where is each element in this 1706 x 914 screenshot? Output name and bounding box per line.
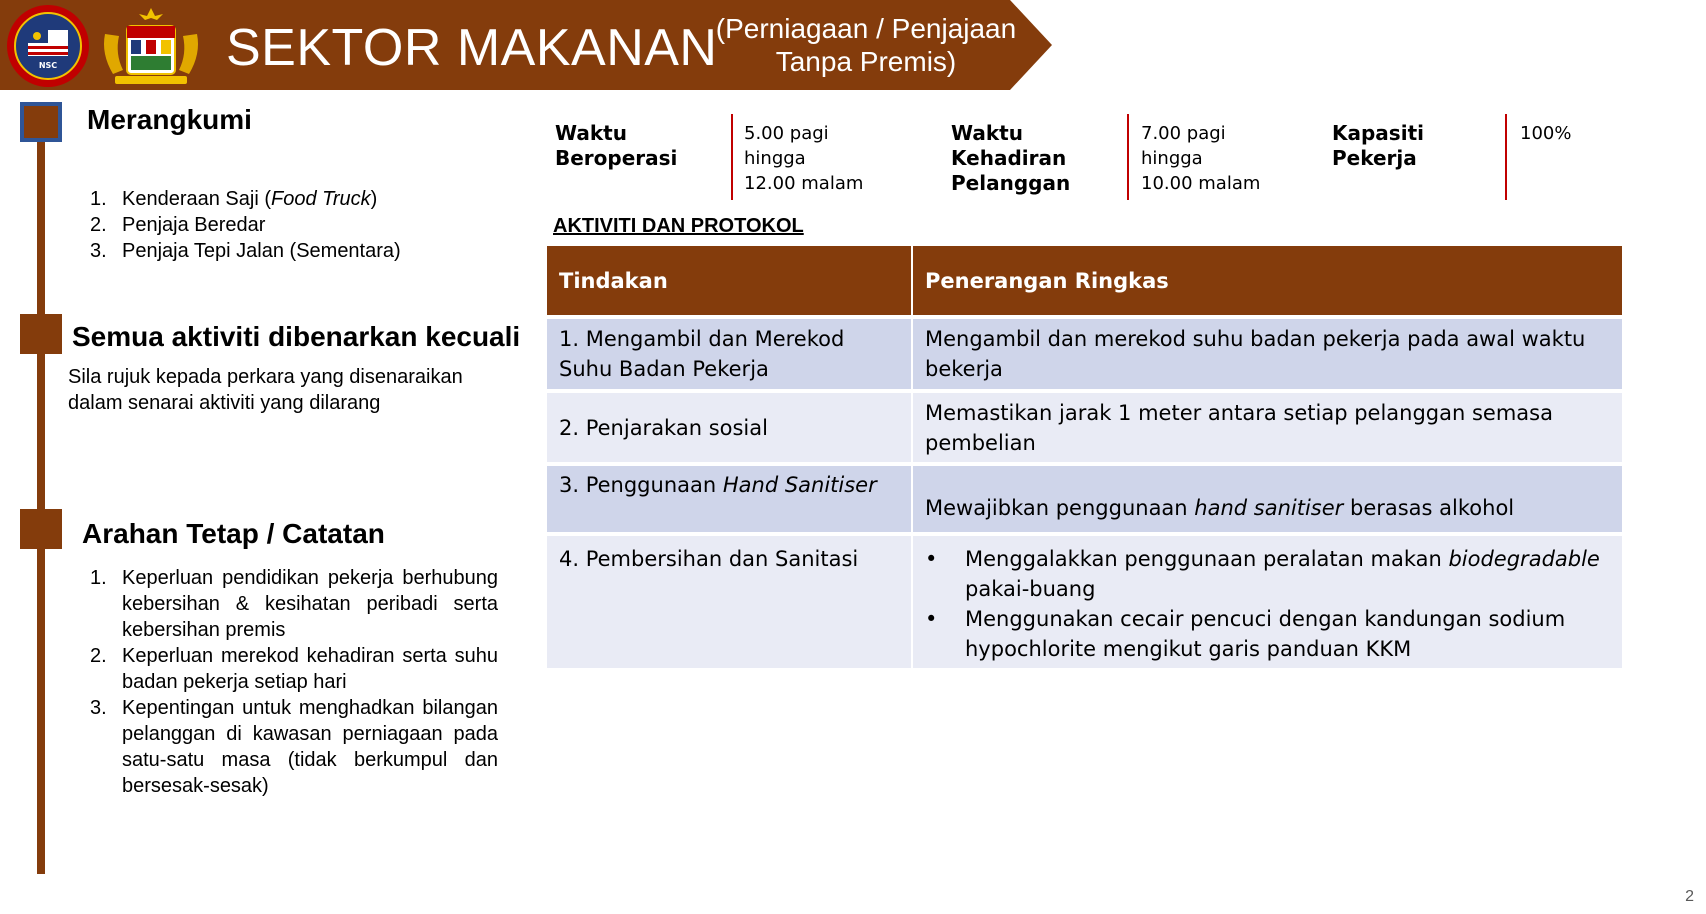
list-item (925, 544, 1610, 604)
dibenarkan-line-1: Sila rujuk kepada perkara yang disenaraikan (68, 366, 463, 388)
bullet-list (925, 544, 1610, 664)
label-line: Waktu (951, 121, 1023, 145)
list-number: 2. (90, 214, 107, 236)
table-cell-action: 3. Penggunaan Hand Sanitiser (547, 466, 913, 536)
subtitle-line-1: (Perniagaan / Penjajaan (715, 13, 1017, 44)
svg-text:NSC: NSC (38, 61, 58, 70)
label-line: Pelanggan (951, 171, 1071, 195)
waktu-operasi-value (744, 121, 863, 196)
page-number: 2 (1685, 888, 1694, 905)
page-title: SEKTOR MAKANAN (226, 19, 718, 77)
dibenarkan-line-2: dalam senarai aktiviti yang dilarang (68, 392, 381, 414)
table-cell-action: 4. Pembersihan dan Sanitasi (547, 536, 913, 672)
list-item (90, 695, 498, 799)
bullet-text: Menggunakan cecair pencuci dengan kandungan sodium hypochlorite mengikut garis panduan KKM (965, 607, 1566, 661)
merangkumi-title: Merangkumi (87, 104, 252, 135)
table-cell-action: 1. Mengambil dan Merekod Suhu Badan Pekerja (547, 319, 913, 393)
list-item (90, 186, 510, 212)
list-item (90, 212, 510, 238)
timeline-marker-arahan (20, 509, 62, 549)
timeline-line (37, 138, 45, 874)
list-number: 1. (90, 567, 107, 589)
list-text: Keperluan pendidikan pekerja berhubung kebersihan & kesihatan peribadi serta kebersihan premis (122, 567, 498, 641)
timeline-marker-merangkumi (20, 102, 62, 142)
list-text: Kepentingan untuk menghadkan bilangan pelanggan di kawasan perniagaan pada satu-satu masa (tidak berkumpul dan bersesak-sesak) (122, 697, 498, 797)
waktu-kehadiran-label (951, 121, 1070, 196)
kapasiti-label (1332, 121, 1424, 171)
list-number: 3. (90, 240, 107, 262)
bullet-icon: • (925, 607, 938, 631)
label-line: Kehadiran (951, 146, 1067, 170)
subtitle-line-2: Tanpa Premis) (775, 46, 957, 77)
table-cell-action: 2. Penjarakan sosial (547, 393, 913, 466)
list-text: Penjaja Beredar (122, 214, 266, 236)
list-item (90, 238, 510, 264)
jata-negara-logo-icon (95, 4, 207, 88)
bullet-icon: • (925, 547, 938, 571)
table-header-row (547, 246, 1624, 319)
table-row (547, 536, 1624, 672)
protocol-heading: AKTIVITI DAN PROTOKOL (553, 215, 804, 237)
bullet-text: Menggalakkan penggunaan peralatan makan biodegradable pakai-buang (965, 547, 1600, 601)
list-number: 1. (90, 188, 107, 210)
table-cell-desc (913, 536, 1624, 672)
label-line: Kapasiti (1332, 121, 1424, 145)
label-line: Waktu (555, 121, 627, 145)
list-text: Keperluan merekod kehadiran serta suhu badan pekerja setiap hari (122, 645, 498, 693)
value-line: hingga (744, 148, 806, 169)
table-cell-desc: Mewajibkan penggunaan hand sanitiser berasas alkohol (913, 466, 1624, 536)
table-row (547, 393, 1624, 466)
waktu-operasi-label (555, 121, 677, 171)
timeline-marker-dibenarkan (20, 314, 62, 354)
kapasiti-value: 100% (1520, 123, 1572, 144)
list-item (90, 565, 498, 643)
page-subtitle (696, 12, 1036, 78)
value-line: 12.00 malam (744, 173, 864, 194)
list-number: 2. (90, 645, 107, 667)
divider (731, 114, 733, 200)
list-item (925, 604, 1610, 664)
dibenarkan-text (68, 364, 463, 416)
arahan-list (90, 565, 498, 799)
value-line: 5.00 pagi (744, 123, 829, 144)
value-line: 10.00 malam (1141, 173, 1261, 194)
value-line: 7.00 pagi (1141, 123, 1226, 144)
column-header-tindakan: Tindakan (547, 246, 913, 319)
value-line: hingga (1141, 148, 1203, 169)
table-cell-desc: Mengambil dan merekod suhu badan pekerja pada awal waktu bekerja (913, 319, 1624, 393)
list-item (90, 643, 498, 695)
merangkumi-list (90, 186, 510, 264)
label-line: Beroperasi (555, 146, 678, 170)
arahan-title: Arahan Tetap / Catatan (82, 518, 385, 549)
dibenarkan-title: Semua aktiviti dibenarkan kecuali (72, 321, 521, 352)
divider (1127, 114, 1129, 200)
nsc-logo-icon (6, 4, 90, 88)
header-banner (0, 0, 1052, 90)
list-number: 3. (90, 697, 107, 719)
divider (1505, 114, 1507, 200)
column-header-penerangan: Penerangan Ringkas (913, 246, 1624, 319)
table-cell-desc: Memastikan jarak 1 meter antara setiap pelanggan semasa pembelian (913, 393, 1624, 466)
table-row (547, 319, 1624, 393)
list-text: Kenderaan Saji (Food Truck) (122, 188, 378, 210)
table-row (547, 466, 1624, 536)
protocol-table (547, 246, 1624, 672)
waktu-kehadiran-value (1141, 121, 1260, 196)
label-line: Pekerja (1332, 146, 1417, 170)
list-text: Penjaja Tepi Jalan (Sementara) (122, 240, 401, 262)
